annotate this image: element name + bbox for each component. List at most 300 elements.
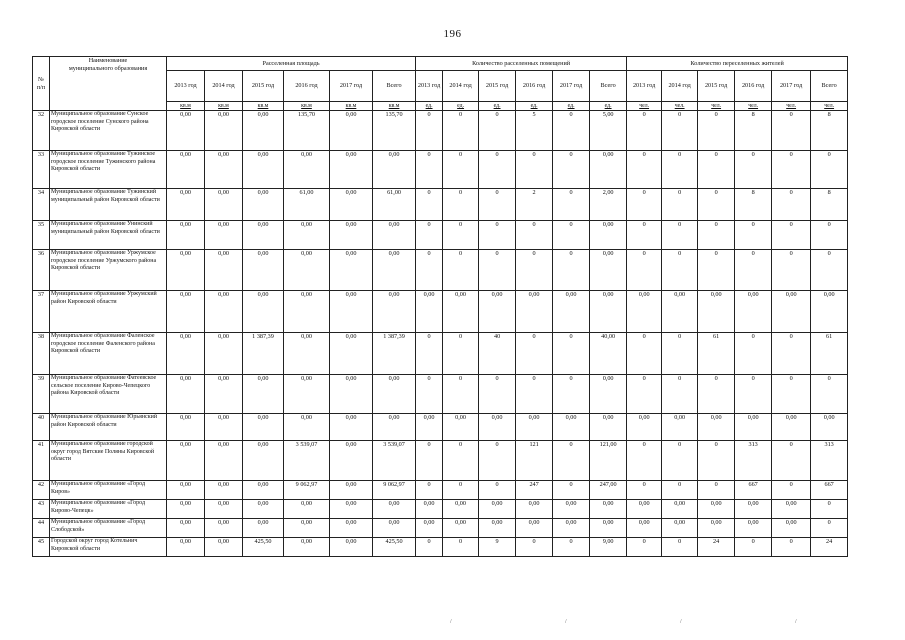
cell-residents: 0 — [627, 189, 662, 221]
cell-premises: 0,00 — [590, 221, 627, 250]
cell-residents: 667 — [811, 481, 848, 500]
margin-tick: / — [680, 619, 682, 625]
cell-area: 0,00 — [205, 538, 243, 557]
row-municipality-name: Муниципальное образование Юрьянский район Кировской области — [50, 414, 167, 441]
cell-residents: 313 — [811, 441, 848, 481]
row-index: 39 — [33, 375, 50, 414]
cell-area: 0,00 — [167, 333, 205, 375]
cell-premises: 2 — [516, 189, 553, 221]
table-row — [33, 221, 905, 250]
header-unit-residents: чел. — [735, 102, 772, 111]
cell-premises: 0,00 — [416, 291, 443, 333]
cell-premises: 0 — [416, 481, 443, 500]
cell-area: 0,00 — [330, 500, 373, 519]
header-group-residents: Количество переселенных жителей — [627, 57, 848, 71]
cell-residents: 0 — [772, 481, 811, 500]
cell-premises: 0 — [479, 221, 516, 250]
cell-premises: 0 — [553, 111, 590, 151]
cell-area: 135,70 — [284, 111, 330, 151]
bottom-margin-marks — [0, 619, 905, 627]
header-group-area: Расселенная площадь — [167, 57, 416, 71]
cell-residents: 61 — [811, 333, 848, 375]
header-unit-premises: ед. — [416, 102, 443, 111]
table-row — [33, 441, 905, 481]
cell-premises: 0 — [553, 221, 590, 250]
cell-area: 0,00 — [243, 250, 284, 291]
cell-area: 0,00 — [205, 333, 243, 375]
row-municipality-name: Муниципальное образование Уржумский район Кировской области — [50, 291, 167, 333]
header-unit-area: кв.м — [205, 102, 243, 111]
cell-area: 0,00 — [167, 538, 205, 557]
row-municipality-name: Муниципальное образование Сунское городское поселение Сунского района Кировской области — [50, 111, 167, 151]
header-year-area: 2016 год — [284, 71, 330, 102]
cell-residents: 0 — [698, 151, 735, 189]
cell-residents: 0 — [662, 250, 698, 291]
cell-residents: 0 — [772, 221, 811, 250]
cell-residents: 0 — [662, 375, 698, 414]
cell-area: 0,00 — [205, 151, 243, 189]
cell-residents: 0 — [772, 151, 811, 189]
cell-premises: 0,00 — [443, 291, 479, 333]
cell-area: 61,00 — [284, 189, 330, 221]
cell-area: 0,00 — [205, 250, 243, 291]
cell-area: 0,00 — [330, 375, 373, 414]
cell-residents: 0 — [662, 189, 698, 221]
cell-premises: 0 — [443, 151, 479, 189]
cell-residents: 0 — [811, 500, 848, 519]
table-row — [33, 333, 905, 375]
row-municipality-name: Муниципальное образование «Город Слободской» — [50, 519, 167, 538]
header-year-premises: 2017 год — [553, 71, 590, 102]
cell-residents: 0 — [627, 111, 662, 151]
cell-residents: 0 — [772, 538, 811, 557]
row-municipality-name: Городской округ город Котельнич Кировской области — [50, 538, 167, 557]
row-index: 44 — [33, 519, 50, 538]
cell-residents: 0 — [735, 151, 772, 189]
cell-residents: 0 — [627, 221, 662, 250]
cell-premises: 0 — [479, 481, 516, 500]
cell-residents: 0 — [772, 441, 811, 481]
row-municipality-name: Муниципальное образование городской округ город Вятские Поляны Кировской области — [50, 441, 167, 481]
cell-residents: 61 — [698, 333, 735, 375]
cell-area: 0,00 — [243, 441, 284, 481]
cell-area: 0,00 — [330, 291, 373, 333]
cell-area: 0,00 — [167, 481, 205, 500]
cell-area: 0,00 — [284, 538, 330, 557]
header-unit-premises: ед. — [479, 102, 516, 111]
cell-area: 0,00 — [167, 250, 205, 291]
cell-area: 0,00 — [205, 189, 243, 221]
row-index: 45 — [33, 538, 50, 557]
cell-residents: 0,00 — [811, 291, 848, 333]
cell-area: 0,00 — [167, 111, 205, 151]
cell-premises: 0 — [416, 221, 443, 250]
header-unit-premises: ед. — [443, 102, 479, 111]
cell-area: 0,00 — [330, 111, 373, 151]
cell-premises: 40 — [479, 333, 516, 375]
cell-premises: 9 — [479, 538, 516, 557]
row-index: 37 — [33, 291, 50, 333]
cell-residents: 0 — [627, 250, 662, 291]
cell-premises: 0,00 — [590, 500, 627, 519]
cell-area: 0,00 — [330, 221, 373, 250]
row-municipality-name: Муниципальное образование Тужинский муниципальный район Кировской области — [50, 189, 167, 221]
cell-premises: 0 — [553, 481, 590, 500]
cell-premises: 0 — [516, 221, 553, 250]
cell-area: 0,00 — [284, 333, 330, 375]
cell-area: 0,00 — [205, 291, 243, 333]
cell-area: 0,00 — [284, 500, 330, 519]
cell-premises: 40,00 — [590, 333, 627, 375]
row-municipality-name: Муниципальное образование Тужинское городское поселение Тужинского района Кировской области — [50, 151, 167, 189]
cell-area: 0,00 — [205, 111, 243, 151]
cell-premises: 0 — [479, 441, 516, 481]
cell-area: 0,00 — [284, 250, 330, 291]
cell-premises: 0 — [479, 151, 516, 189]
cell-premises: 0 — [416, 250, 443, 291]
cell-premises: 247 — [516, 481, 553, 500]
cell-residents: 0 — [735, 333, 772, 375]
row-index: 42 — [33, 481, 50, 500]
cell-area: 0,00 — [330, 250, 373, 291]
cell-area: 0,00 — [243, 291, 284, 333]
cell-premises: 0,00 — [516, 519, 553, 538]
cell-residents: 8 — [811, 189, 848, 221]
row-index: 43 — [33, 500, 50, 519]
cell-residents: 0 — [772, 375, 811, 414]
cell-area: 3 539,07 — [284, 441, 330, 481]
cell-residents: 0,00 — [662, 500, 698, 519]
cell-premises: 0 — [416, 151, 443, 189]
cell-area: 425,50 — [373, 538, 416, 557]
header-year-area: 2014 год — [205, 71, 243, 102]
cell-premises: 0,00 — [590, 250, 627, 291]
header-unit-area: кв.м — [373, 102, 416, 111]
cell-area: 0,00 — [330, 333, 373, 375]
cell-residents: 0,00 — [698, 414, 735, 441]
cell-residents: 0 — [698, 111, 735, 151]
row-index: 32 — [33, 111, 50, 151]
cell-premises: 0,00 — [416, 519, 443, 538]
cell-residents: 0,00 — [772, 414, 811, 441]
table-row — [33, 291, 905, 333]
cell-residents: 0,00 — [627, 291, 662, 333]
table-row — [33, 189, 905, 221]
header-unit-premises: ед. — [590, 102, 627, 111]
cell-area: 0,00 — [243, 189, 284, 221]
cell-area: 0,00 — [167, 291, 205, 333]
cell-premises: 0 — [416, 441, 443, 481]
cell-area: 0,00 — [373, 151, 416, 189]
cell-premises: 0,00 — [553, 519, 590, 538]
cell-area: 0,00 — [205, 519, 243, 538]
cell-premises: 0 — [516, 151, 553, 189]
cell-residents: 0,00 — [772, 500, 811, 519]
cell-area: 1 387,39 — [243, 333, 284, 375]
cell-residents: 0,00 — [662, 291, 698, 333]
cell-area: 0,00 — [373, 291, 416, 333]
cell-area: 0,00 — [330, 481, 373, 500]
header-year-area: 2015 год — [243, 71, 284, 102]
header-year-area: 2013 год — [167, 71, 205, 102]
cell-residents: 0 — [627, 333, 662, 375]
cell-premises: 0,00 — [479, 291, 516, 333]
header-year-premises: 2013 год — [416, 71, 443, 102]
header-unit-residents: чел. — [811, 102, 848, 111]
cell-residents: 0 — [811, 221, 848, 250]
header-year-area: 2017 год — [330, 71, 373, 102]
cell-premises: 0,00 — [416, 414, 443, 441]
header-year-area: Всего — [373, 71, 416, 102]
margin-tick: / — [450, 619, 452, 625]
cell-residents: 8 — [735, 189, 772, 221]
cell-residents: 0 — [811, 375, 848, 414]
relocation-table — [32, 56, 905, 557]
header-unit-residents: чел. — [772, 102, 811, 111]
cell-residents: 0 — [627, 481, 662, 500]
cell-area: 425,50 — [243, 538, 284, 557]
cell-premises: 0,00 — [553, 291, 590, 333]
cell-premises: 0,00 — [590, 414, 627, 441]
cell-residents: 0 — [698, 441, 735, 481]
cell-residents: 0,00 — [735, 519, 772, 538]
cell-area: 9 062,97 — [373, 481, 416, 500]
row-municipality-name: Муниципальное образование «Город Киров» — [50, 481, 167, 500]
header-municipality-name: Наименование муниципального образования — [50, 57, 167, 111]
header-year-residents: 2015 год — [698, 71, 735, 102]
cell-area: 1 387,39 — [373, 333, 416, 375]
cell-area: 0,00 — [243, 414, 284, 441]
cell-premises: 0 — [479, 250, 516, 291]
table-row — [33, 500, 905, 519]
cell-premises: 0,00 — [443, 500, 479, 519]
cell-residents: 0,00 — [735, 500, 772, 519]
cell-area: 0,00 — [205, 500, 243, 519]
cell-premises: 0 — [479, 375, 516, 414]
row-municipality-name: Муниципальное образование Фатеевское сельское поселение Кирово-Чепецкого района Кировской области — [50, 375, 167, 414]
cell-area: 61,00 — [373, 189, 416, 221]
cell-premises: 0,00 — [516, 500, 553, 519]
cell-premises: 0,00 — [443, 414, 479, 441]
cell-residents: 0 — [772, 333, 811, 375]
cell-premises: 0 — [516, 333, 553, 375]
cell-residents: 0 — [698, 481, 735, 500]
cell-area: 0,00 — [243, 151, 284, 189]
cell-premises: 0 — [516, 375, 553, 414]
header-year-residents: 2014 год — [662, 71, 698, 102]
cell-residents: 0 — [698, 221, 735, 250]
cell-area: 0,00 — [284, 414, 330, 441]
cell-area: 0,00 — [284, 221, 330, 250]
table-row — [33, 375, 905, 414]
cell-premises: 0 — [553, 538, 590, 557]
cell-residents: 0,00 — [698, 291, 735, 333]
cell-premises: 2,00 — [590, 189, 627, 221]
cell-premises: 0 — [443, 333, 479, 375]
row-municipality-name: Муниципальное образование Уржумское городское поселение Уржумского района Кировской области — [50, 250, 167, 291]
header-year-residents: 2013 год — [627, 71, 662, 102]
header-year-premises: 2014 год — [443, 71, 479, 102]
cell-residents: 0 — [662, 481, 698, 500]
cell-premises: 0,00 — [590, 151, 627, 189]
header-unit-residents: чел. — [662, 102, 698, 111]
cell-area: 0,00 — [205, 441, 243, 481]
header-unit-area: кв.м — [243, 102, 284, 111]
cell-premises: 0 — [443, 250, 479, 291]
cell-premises: 0,00 — [479, 519, 516, 538]
row-index: 33 — [33, 151, 50, 189]
cell-residents: 0,00 — [698, 519, 735, 538]
header-year-residents: 2017 год — [772, 71, 811, 102]
header-unit-premises: ед. — [553, 102, 590, 111]
cell-premises: 0 — [443, 538, 479, 557]
cell-area: 0,00 — [167, 500, 205, 519]
cell-area: 0,00 — [330, 441, 373, 481]
table-row — [33, 519, 905, 538]
header-row-groups — [33, 57, 905, 71]
page-number: 196 — [443, 28, 462, 40]
header-unit-residents: чел. — [698, 102, 735, 111]
cell-premises: 0 — [553, 151, 590, 189]
cell-residents: 0,00 — [735, 414, 772, 441]
cell-area: 0,00 — [167, 189, 205, 221]
cell-premises: 0 — [516, 250, 553, 291]
cell-area: 0,00 — [330, 519, 373, 538]
cell-area: 0,00 — [330, 414, 373, 441]
cell-area: 0,00 — [167, 221, 205, 250]
table-row — [33, 111, 905, 151]
cell-area: 0,00 — [167, 375, 205, 414]
cell-premises: 0 — [553, 189, 590, 221]
cell-area: 0,00 — [205, 481, 243, 500]
cell-premises: 0 — [443, 189, 479, 221]
cell-premises: 0,00 — [516, 291, 553, 333]
row-index: 34 — [33, 189, 50, 221]
cell-area: 0,00 — [330, 151, 373, 189]
cell-residents: 0 — [627, 151, 662, 189]
cell-residents: 0,00 — [627, 414, 662, 441]
row-municipality-name: Муниципальное образование «Город Кирово-Чепецк» — [50, 500, 167, 519]
cell-area: 0,00 — [243, 481, 284, 500]
cell-area: 0,00 — [205, 221, 243, 250]
header-unit-area: кв.м — [167, 102, 205, 111]
cell-area: 9 062,97 — [284, 481, 330, 500]
cell-residents: 0 — [698, 189, 735, 221]
cell-premises: 0 — [553, 333, 590, 375]
header-year-residents: Всего — [811, 71, 848, 102]
row-index: 38 — [33, 333, 50, 375]
cell-premises: 0,00 — [553, 414, 590, 441]
cell-residents: 0 — [735, 538, 772, 557]
cell-premises: 0 — [416, 538, 443, 557]
cell-residents: 0 — [811, 250, 848, 291]
cell-area: 0,00 — [373, 414, 416, 441]
cell-residents: 0,00 — [735, 291, 772, 333]
cell-premises: 0 — [516, 538, 553, 557]
cell-area: 0,00 — [284, 519, 330, 538]
cell-premises: 0 — [553, 375, 590, 414]
cell-premises: 0 — [416, 189, 443, 221]
header-year-premises: 2016 год — [516, 71, 553, 102]
relocation-table-sheet — [32, 56, 879, 557]
cell-residents: 0,00 — [811, 414, 848, 441]
cell-premises: 0,00 — [479, 414, 516, 441]
row-municipality-name: Муниципальное образование Фаленское городское поселение Фаленского района Кировской области — [50, 333, 167, 375]
cell-premises: 0,00 — [590, 519, 627, 538]
header-index: № п/п — [33, 57, 50, 111]
cell-residents: 0 — [698, 250, 735, 291]
cell-premises: 0 — [443, 221, 479, 250]
cell-area: 0,00 — [373, 500, 416, 519]
cell-residents: 0,00 — [627, 519, 662, 538]
table-row — [33, 414, 905, 441]
cell-residents: 0 — [735, 250, 772, 291]
cell-area: 0,00 — [167, 151, 205, 189]
cell-residents: 24 — [698, 538, 735, 557]
cell-area: 0,00 — [205, 414, 243, 441]
row-index: 41 — [33, 441, 50, 481]
header-unit-residents: чел. — [627, 102, 662, 111]
cell-premises: 0,00 — [479, 500, 516, 519]
cell-residents: 24 — [811, 538, 848, 557]
cell-premises: 0 — [479, 111, 516, 151]
header-unit-area: кв.м — [284, 102, 330, 111]
cell-residents: 0 — [662, 221, 698, 250]
cell-premises: 9,00 — [590, 538, 627, 557]
cell-premises: 0 — [553, 250, 590, 291]
cell-area: 0,00 — [330, 189, 373, 221]
cell-premises: 0,00 — [553, 500, 590, 519]
cell-premises: 0 — [443, 441, 479, 481]
cell-residents: 0 — [627, 441, 662, 481]
cell-premises: 121 — [516, 441, 553, 481]
cell-premises: 247,00 — [590, 481, 627, 500]
cell-premises: 0,00 — [416, 500, 443, 519]
cell-residents: 0 — [662, 441, 698, 481]
row-index: 40 — [33, 414, 50, 441]
cell-area: 0,00 — [243, 500, 284, 519]
cell-area: 0,00 — [167, 414, 205, 441]
cell-residents: 0 — [627, 538, 662, 557]
cell-area: 0,00 — [243, 111, 284, 151]
header-unit-area: кв.м — [330, 102, 373, 111]
cell-residents: 0 — [662, 151, 698, 189]
cell-residents: 0,00 — [772, 519, 811, 538]
row-index: 36 — [33, 250, 50, 291]
cell-residents: 8 — [811, 111, 848, 151]
cell-premises: 0,00 — [443, 519, 479, 538]
cell-area: 0,00 — [373, 250, 416, 291]
table-body — [33, 111, 905, 557]
cell-area: 0,00 — [373, 221, 416, 250]
cell-residents: 0 — [772, 250, 811, 291]
cell-premises: 0 — [416, 333, 443, 375]
cell-area: 0,00 — [284, 291, 330, 333]
header-year-premises: 2015 год — [479, 71, 516, 102]
cell-premises: 0,00 — [590, 291, 627, 333]
cell-residents: 667 — [735, 481, 772, 500]
cell-area: 135,70 — [373, 111, 416, 151]
cell-area: 0,00 — [167, 519, 205, 538]
cell-residents: 0 — [662, 111, 698, 151]
cell-residents: 0 — [735, 375, 772, 414]
cell-area: 0,00 — [373, 519, 416, 538]
header-unit-premises: ед. — [516, 102, 553, 111]
cell-residents: 0 — [735, 221, 772, 250]
table-row — [33, 538, 905, 557]
cell-residents: 8 — [735, 111, 772, 151]
cell-premises: 0 — [416, 111, 443, 151]
